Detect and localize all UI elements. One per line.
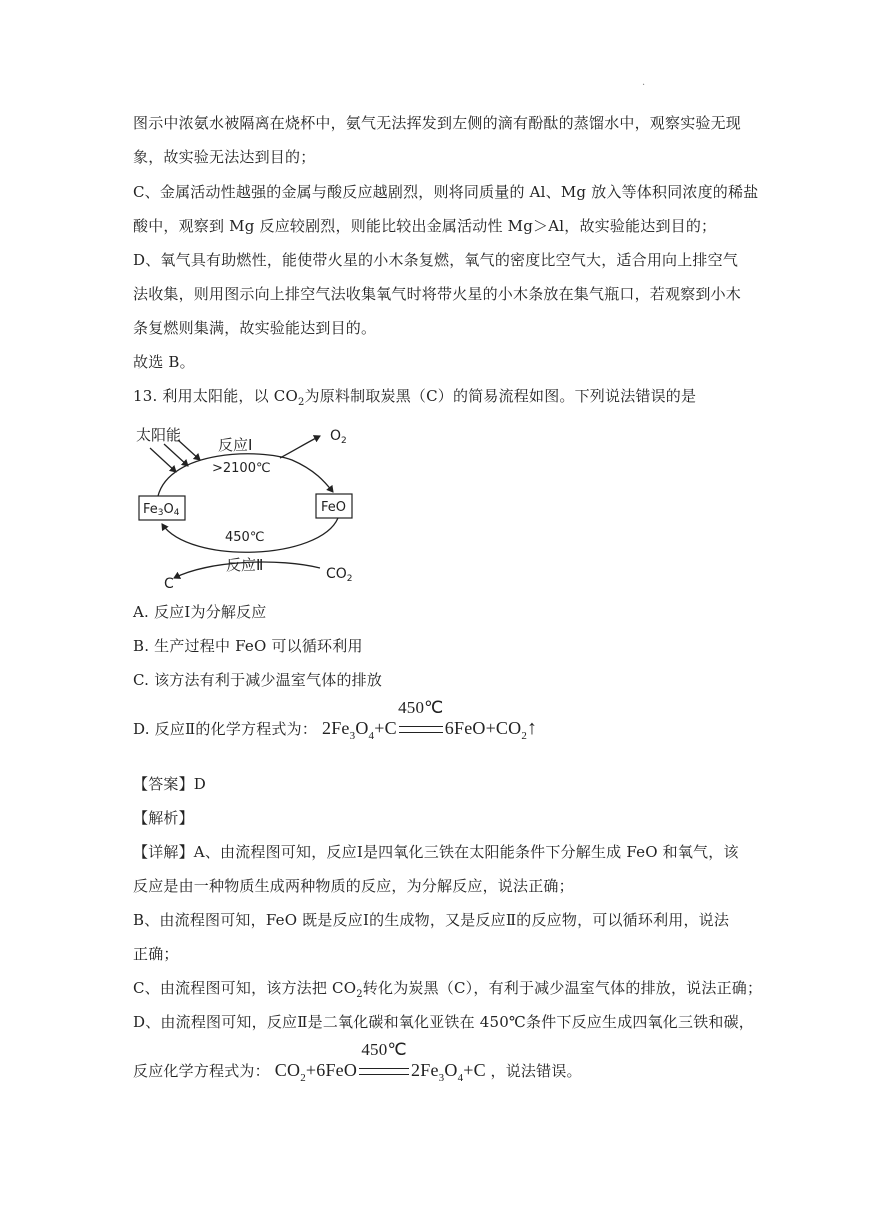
paragraph-line: 法收集，则用图示向上排空气法收集氧气时将带火星的小木条放在集气瓶口，若观察到小木 <box>133 285 742 303</box>
fe3o4-label: Fe3O4 <box>143 502 180 518</box>
paragraph-line: 图示中浓氨水被隔离在烧杯中，氨气无法挥发到左侧的滴有酚酞的蒸馏水中，观察实验无现 <box>133 114 742 132</box>
o2-branch-arrow <box>280 436 320 458</box>
option-d <box>133 698 538 742</box>
paragraph-line: 酸中，观察到 Mg 反应较剧烈，则能比较出金属活动性 Mg＞Al，故实验能达到目的； <box>133 217 717 235</box>
paragraph-line: D、氧气具有助燃性，能使带火星的小木条复燃，氧气的密度比空气大，适合用向上排空气 <box>133 251 739 269</box>
explain-line: C、由流程图可知，该方法把 $CO_2$转化为炭黑（C），有利于减少温室气体的排放，说法正确； <box>133 979 763 1000</box>
reaction2-label: 反应Ⅱ <box>226 556 264 574</box>
analysis-title: 【解析】 <box>133 809 194 827</box>
feo-label: FeO <box>321 500 346 515</box>
question-text: 13. 利用太阳能，以 CO <box>133 387 298 405</box>
paragraph-line: C、金属活动性越强的金属与酸反应越剧烈，则将同质量的 Al、Mg 放入等体积同浓度的稀盐 <box>133 183 759 201</box>
explain-line: B、由流程图可知，FeO 既是反应Ⅰ的生成物，又是反应Ⅱ的反应物，可以循环利用，说法 <box>133 911 730 929</box>
subscript: 2 <box>297 397 305 408</box>
solar-arrow <box>164 444 188 466</box>
explain-line: 反应是由一种物质生成两种物质的反应，为分解反应，说法正确； <box>133 877 574 895</box>
equation-option-d: $2Fe_3O_4+C$ 450℃ $6FeO+CO_2↑$ <box>322 698 538 742</box>
explain-line: 正确； <box>133 945 179 963</box>
reaction1-label: 反应Ⅰ <box>218 436 253 454</box>
paragraph-line: 象，故实验无法达到目的； <box>133 148 316 166</box>
reaction-condition: 450℃ <box>357 1060 411 1080</box>
explain-line: D、由流程图可知，反应Ⅱ是二氧化碳和氧化亚铁在 450℃条件下反应生成四氧化三铁和碳， <box>133 1013 755 1031</box>
equation-analysis: $CO_2+6FeO$ 450℃ $2Fe_3O_4+C$ <box>274 1040 486 1084</box>
option-d-label: D. 反应Ⅱ的化学方程式为： <box>133 720 318 738</box>
paragraph-line: 故选 B。 <box>133 353 195 371</box>
solar-arrow <box>178 440 200 460</box>
paragraph-line: 条复燃则集满，故实验能达到目的。 <box>133 319 377 337</box>
solar-label: 太阳能 <box>136 426 182 444</box>
co2-label: $CO_2$ <box>326 566 353 584</box>
option-a: A. 反应Ⅰ为分解反应 <box>133 603 267 621</box>
option-b: B. 生产过程中 FeO 可以循环利用 <box>133 637 363 655</box>
answer: 【答案】D <box>133 775 207 793</box>
c-label: C <box>164 576 174 592</box>
flow-diagram <box>130 420 370 592</box>
reaction-condition: 450℃ <box>397 718 445 738</box>
header-mark: · <box>642 80 646 91</box>
temp2-label: 450℃ <box>225 530 265 545</box>
explain-equation-line: 反应化学方程式为： $CO_2+6FeO$ 450℃ $2Fe_3O_4+C$ ，说法错误。 <box>133 1040 582 1084</box>
explain-line: 【详解】A、由流程图可知，反应Ⅰ是四氧化三铁在太阳能条件下分解生成 FeO 和氧气，该 <box>133 843 739 861</box>
o2-label: $O_2$ <box>330 428 347 446</box>
question-13 <box>133 386 696 409</box>
question-text: 为原料制取炭黑（C）的简易流程如图。下列说法错误的是 <box>304 387 697 405</box>
temp1-label: >2100℃ <box>212 461 271 476</box>
option-c: C. 该方法有利于减少温室气体的排放 <box>133 671 383 689</box>
